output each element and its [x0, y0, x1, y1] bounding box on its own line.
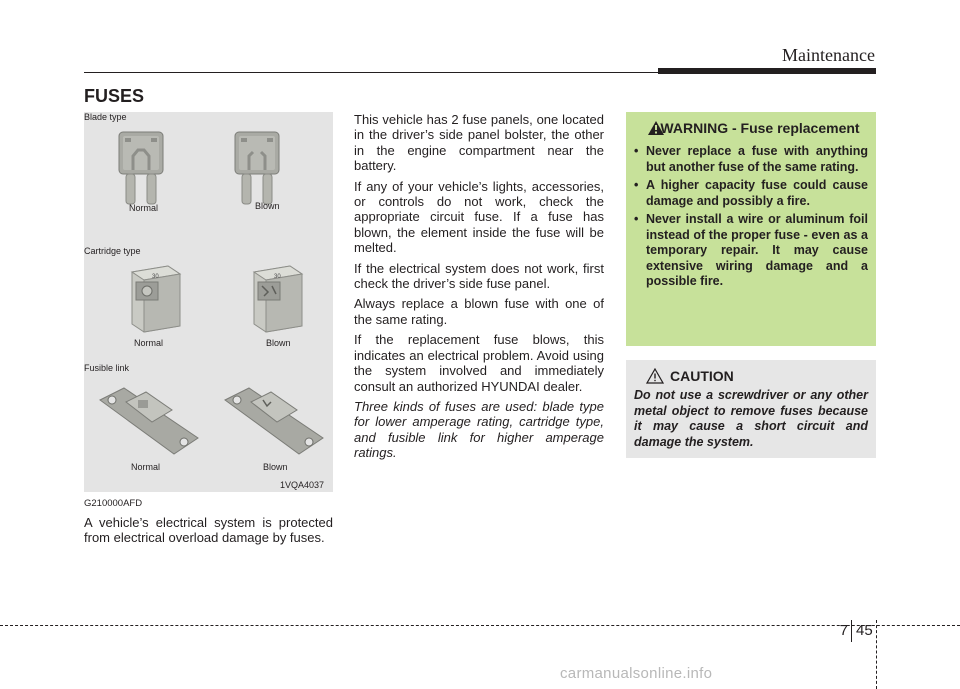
warning-item: • A higher capacity fuse could cause damage and possibly a fire.: [634, 178, 868, 209]
label-blade-type: Blade type: [84, 112, 127, 122]
footer-vertical-rule: [876, 620, 877, 689]
warning-title-text: WARNING - Fuse replacement: [660, 120, 860, 136]
fuse-types-figure: [84, 112, 333, 492]
page-number: 45: [856, 622, 873, 639]
watermark: carmanualsonline.info: [560, 665, 713, 682]
paragraph-fuse-panels: This vehicle has 2 fuse panels, one located in the driver’s side panel bolster, the other in the engine compartment near the battery.: [354, 112, 604, 174]
fuse-description-column: [354, 112, 604, 466]
section-title: FUSES: [84, 86, 145, 106]
cartridge-fuse-blown-image: [244, 262, 308, 334]
fusible-link-blown-image: [219, 382, 329, 462]
caution-text: Do not use a screwdriver or any other metal object to remove fuses because it may cause a short circuit and damage the system.: [634, 388, 868, 449]
warning-title: [634, 120, 868, 136]
chapter-number: 7: [839, 622, 848, 639]
label-cartridge-type: Cartridge type: [84, 246, 141, 256]
warning-list: [634, 144, 868, 290]
header-rule-thin: [84, 72, 658, 73]
warning-box: [626, 112, 876, 346]
caution-box: [626, 360, 876, 458]
caption-blade-blown: Blown: [255, 201, 280, 211]
warning-item: • Never install a wire or aluminum foil instead of the proper fuse - even as a temporary repair. It may cause extensive wiring damage and a possible fire.: [634, 212, 868, 290]
paragraph-consult-dealer: If the replacement fuse blows, this indicates an electrical problem. Avoid using the system involved and immediately consult an authorized HYUNDAI dealer.: [354, 332, 604, 394]
caution-title-text: CAUTION: [670, 368, 734, 384]
warning-icon: [648, 121, 664, 135]
svg-text:30: 30: [274, 274, 281, 280]
fusible-link-normal-image: [94, 382, 204, 462]
caption-cartridge-blown: Blown: [266, 338, 291, 348]
figure-code: 1VQA4037: [280, 480, 325, 490]
cartridge-fuse-normal-image: [122, 262, 186, 334]
svg-text:30: 30: [152, 274, 159, 280]
label-fusible-link: Fusible link: [84, 363, 130, 373]
paragraph-replace-fuse: Always replace a blown fuse with one of the same rating.: [354, 296, 604, 327]
paragraph-check-fuse: If any of your vehicle’s lights, accessories, or controls do not work, check the appropriate circuit fuse. If a fuse has blown, the element inside the fuse will be melted.: [354, 178, 604, 256]
blade-fuse-blown-image: [232, 130, 282, 210]
footer-rule: [0, 625, 960, 626]
page-number-separator: [851, 620, 852, 642]
header-rule-thick: [658, 68, 876, 74]
caption-fusible-normal: Normal: [131, 462, 161, 472]
caption-fusible-blown: Blown: [263, 462, 288, 472]
content-code: G210000AFD: [84, 498, 143, 509]
warning-item: • Never replace a fuse with anything but another fuse of the same rating.: [634, 144, 868, 175]
paragraph-fuse-kinds: Three kinds of fuses are used: blade type for lower amperage rating, cartridge type, and fusible link for higher amperage ratings.: [354, 398, 604, 461]
caption-cartridge-normal: Normal: [134, 338, 164, 348]
caution-title: [634, 368, 868, 384]
caption-blade-normal: Normal: [129, 203, 159, 213]
running-header-title: Maintenance: [782, 45, 875, 65]
paragraph-check-panel: If the electrical system does not work, first check the driver’s side fuse panel.: [354, 260, 604, 292]
intro-paragraph: A vehicle’s electrical system is protected from electrical overload damage by fuses.: [84, 515, 333, 546]
blade-fuse-normal-image: [116, 130, 166, 210]
caution-icon: [646, 368, 664, 384]
